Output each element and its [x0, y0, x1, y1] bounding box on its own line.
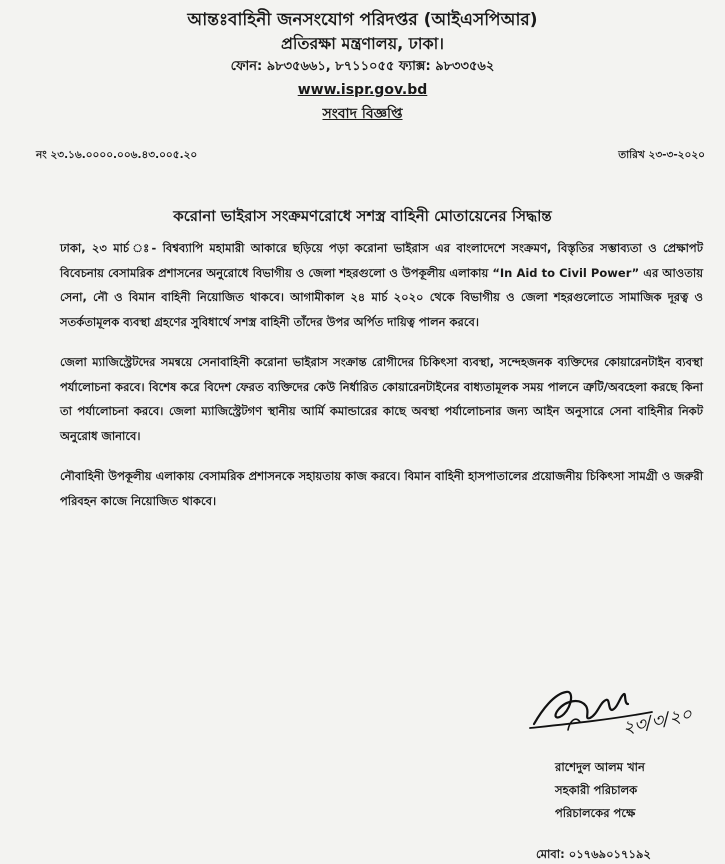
- body-text: [60, 236, 703, 529]
- issue-date: তারিখ ২৩-৩-২০২০: [618, 149, 705, 161]
- paragraph-2: জেলা ম্যাজিস্ট্রেটদের সমন্বয়ে সেনাবাহিনী করোনা ভাইরাস সংক্রান্ত রোগীদের চিকিৎসা ব্যবস্থা, সন্দেহজনক ব্যক্তিদের কোয়ারেনটাইন ব্যবস্থা পর্যালোচনা করবে। বিশেষ করে বিদেশ ফেরত ব্যক্তিদের কেউ নির্ধারিত কোয়ারেনটাইনের বাধ্যতামূলক সময় পালনে ত্রুটি/অবহেলা করছে কিনা তা পর্যালোচনা করবে। জেলা ম্যাজিস্ট্রেটগণ স্থানীয় আর্মি কমান্ডারের কাছে অবস্থা পর্যালোচনার জন্য আইন অনুসারে সেনা বাহিনীর নিকট অনুরোধ জানাবে।: [60, 355, 703, 443]
- website-link[interactable]: www.ispr.gov.bd: [297, 82, 428, 98]
- document-type: সংবাদ বিজ্ঞপ্তি: [322, 106, 403, 122]
- signatory-name: রাশেদুল আলম খান: [555, 760, 645, 774]
- letterhead: [0, 8, 725, 126]
- signature-date: ২৩/৩/২০: [620, 703, 695, 739]
- signatory-block: [555, 756, 645, 825]
- ministry-name: প্রতিরক্ষা মন্ত্রণালয়, ঢাকা।: [280, 34, 445, 53]
- contact-numbers: ফোন: ৯৮৩৫৬৬১, ৮৭১১০৫৫ ফ্যাক্স: ৯৮৩৩৫৬২: [230, 59, 495, 74]
- organization-name: আন্তঃবাহিনী জনসংযোগ পরিদপ্তর (আইএসপিআর): [187, 10, 538, 30]
- paragraph-1: ঢাকা, ২৩ মার্চ ঃ- বিশ্বব্যাপি মহামারী আকারে ছড়িয়ে পড়া করোনা ভাইরাস এর বাংলাদেশে সংক্রমণ, বিস্তৃতির সম্ভাব্যতা ও প্রেক্ষাপট বিবেচনায় বেসামরিক প্রশাসনের অনুরোধে বিভাগীয় ও জেলা শহরগুলো ও উপকূলীয় এলাকায় “In Aid to Civil Power” এর আওতায় সেনা, নৌ ও বিমান বাহিনী নিয়োজিত থাকবে। আগামীকাল ২৪ মার্চ ২০২০ থেকে বিভাগীয় ও জেলা শহরগুলোতে সামাজিক দূরত্ব ও সতর্কতামূলক ব্যবস্থা গ্রহণের সুবিধার্থে সশস্ত্র বাহিনী তাঁদের উপর অর্পিত দায়িত্ব পালন করবে।: [60, 241, 703, 329]
- paragraph-3: নৌবাহিনী উপকূলীয় এলাকায় বেসামরিক প্রশাসনকে সহায়তায় কাজ করবে। বিমান বাহিনী হাসপাতালের প্রয়োজনীয় চিকিৎসা সামগ্রী ও জরুরী পরিবহন কাজে নিয়োজিত থাকবে।: [60, 469, 703, 508]
- signatory-designation: সহকারী পরিচালক: [555, 783, 638, 797]
- reference-number: নং ২৩.১৬.০০০০.০০৬.৪৩.০০৫.২০: [36, 149, 198, 161]
- signatory-on-behalf: পরিচালকের পক্ষে: [555, 806, 636, 820]
- reference-row: [36, 146, 705, 164]
- handwritten-signature: [528, 680, 708, 744]
- headline: করোনা ভাইরাস সংক্রমণরোধে সশস্ত্র বাহিনী মোতায়েনের সিদ্ধান্ত: [173, 207, 552, 225]
- mobile-number: মোবা: ০১৭৬৯০১৭১৯২: [536, 847, 651, 861]
